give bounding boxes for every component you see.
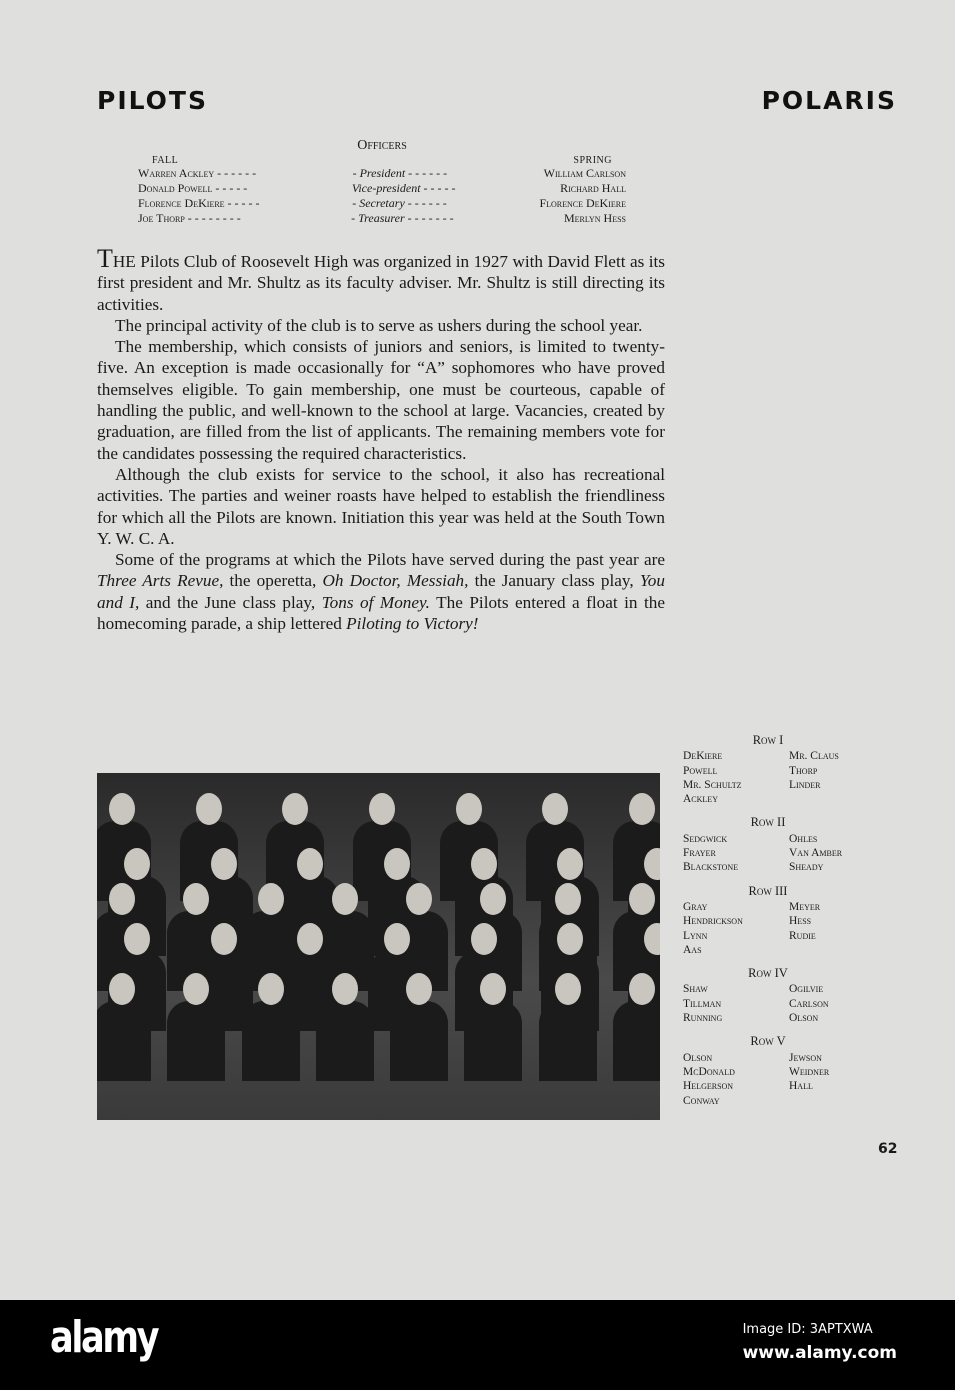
person-name: Frayer [683,847,716,860]
person-name: Jewson [789,1051,822,1064]
title-italic: Oh Doctor, Messiah, [322,571,469,591]
person-face [369,793,395,825]
person-face [332,883,358,915]
officer-spring: Florence DeKiere [539,196,626,210]
person-name: Mr. Schultz [683,778,742,791]
person-face [384,923,410,955]
person-name [789,943,879,957]
person-name: Ohles [789,832,818,845]
row-heading: Row III [748,883,788,898]
officer-row [138,196,626,211]
officer-office: - Treasurer - - - - - - - [351,211,454,225]
person-face [384,848,410,880]
article-body [97,244,665,634]
person-figure [97,1001,151,1081]
person-name: Van Amber [789,847,843,860]
person-name: Lynn [683,929,708,942]
person-name: Tillman [683,997,722,1010]
person-face [258,973,284,1005]
person-figure [242,1001,300,1081]
person-name: Meyer [789,900,821,913]
person-face [109,973,135,1005]
person-face [471,848,497,880]
person-name: Ogilvie [789,983,824,996]
person-name: Sheady [789,861,824,874]
person-face [109,793,135,825]
paragraph: Although the club exists for service to the school, it also has recreational activities. The parties and weiner roasts have helped to establish the friendliness for which all the Pilots are known. Initiation this year was held at the South Town Y. W. C. A. [97,464,665,548]
page-number: 62 [878,1141,898,1157]
person-name: Powell [683,764,718,777]
row-heading: Row II [750,815,786,830]
text-segment: and the June class play, [139,592,322,612]
officer-spring: Richard Hall [560,181,626,195]
person-name: Hendrickson [683,915,743,928]
person-name: Blackstone [683,861,739,874]
officer-spring: Merlyn Hess [564,211,626,225]
row-heading: Row IV [748,966,788,981]
person-face [629,793,655,825]
footer-url: www.alamy.com [742,1343,897,1363]
title-italic: Tons of Money. [321,592,430,612]
person-face [124,923,150,955]
person-name: Shaw [683,983,708,996]
row-heading: Row I [752,733,784,747]
text-segment: the operetta, [223,571,323,591]
person-name: Weidner [789,1065,830,1078]
text-segment: the January class play, [468,571,640,591]
person-figure [167,1001,225,1081]
person-name: Carlson [789,997,829,1010]
fall-label: FALL [152,155,179,166]
person-figure [390,1001,448,1081]
person-face [471,923,497,955]
paragraph: The membership, which consists of juniors and seniors, is limited to twenty-five. An exception is made occasionally for “A” sophomores who have proved themselves eligible. To gain membership, one must be courteous, capable of handling the public, and well-known to the school at large. Vacancies, created by graduation, are filled from the list of applicants. The remaining members vote for the candidates possessing the required characteristics. [97,337,665,463]
officer-row [138,181,626,196]
person-face [456,793,482,825]
person-name: Aas [683,943,702,956]
title-italic: Three Arts Revue, [97,571,224,591]
person-name [789,1094,879,1108]
person-face [124,848,150,880]
group-photo [97,773,660,1120]
row-heading: Row V [750,1034,786,1049]
officer-row [138,211,626,226]
image-id: Image ID: 3APTXWA [742,1322,873,1337]
person-name: Running [683,1012,723,1025]
text-segment: Some of the programs at which the Pilots have served during the past year are [115,550,665,570]
title-italic: Piloting to Victory! [346,614,479,634]
yearbook-title: POLARIS [761,86,897,115]
person-name: Gray [683,900,708,913]
alamy-logo: alamy [50,1312,158,1363]
officers-table [138,138,626,226]
officer-row [138,166,626,181]
officers-heading: Officers [357,138,407,153]
officer-office: - Secretary - - - - - - [352,196,447,210]
person-name: Ackley [683,793,718,806]
person-face [258,883,284,915]
person-figure [539,1001,597,1081]
club-title: PILOTS [97,86,208,115]
person-face [629,883,655,915]
paragraph [97,549,665,634]
person-name: Linder [789,778,821,791]
person-figure [316,1001,374,1081]
title-italic: You and I, [97,571,665,612]
person-name [789,792,879,806]
drop-cap: T [97,244,113,273]
person-name: Hall [789,1080,813,1093]
person-face [211,923,237,955]
paragraph-text: HE Pilots Club of Roosevelt High was organized in 1927 with David Flett as its first president and Mr. Shultz as its faculty adviser. Mr. Shultz is still directing its activities. [97,252,665,314]
person-name: Sedgwick [683,832,728,845]
person-name: Conway [683,1094,720,1107]
person-face [406,883,432,915]
person-figure [464,1001,522,1081]
person-name: Olson [789,1012,819,1025]
person-name: Hess [789,915,812,928]
officer-fall: Joe Thorp - - - - - - - - [138,211,241,225]
person-name: Rudie [789,929,816,942]
person-face [332,973,358,1005]
officer-fall: Warren Ackley - - - - - - [138,166,257,180]
officer-fall: Florence DeKiere - - - - - [138,196,260,210]
person-face [629,973,655,1005]
person-name: Olson [683,1051,713,1064]
person-name: Mr. Claus [789,750,839,763]
person-face [211,848,237,880]
text-segment: The Pilots entered a float in the homecoming parade, a ship lettered [97,592,665,634]
paragraph: The principal activity of the club is to serve as ushers during the school year. [115,315,643,335]
person-face [406,973,432,1005]
person-face [555,973,581,1005]
person-face [196,793,222,825]
photo-caption-names [683,733,873,1117]
spring-label: SPRING [573,155,612,166]
person-name: DeKiere [683,750,723,763]
person-name: Helgerson [683,1080,734,1093]
officer-fall: Donald Powell - - - - - [138,181,248,195]
officer-spring: William Carlson [543,166,626,180]
officer-office: - President - - - - - - [352,166,448,180]
person-name: Thorp [789,764,818,777]
person-figure [613,1001,660,1081]
paragraph [97,244,665,315]
officer-office: Vice-president - - - - - [351,181,456,195]
person-face [555,883,581,915]
person-face [109,883,135,915]
person-name: McDonald [683,1065,735,1078]
watermark-footer [0,1300,955,1390]
